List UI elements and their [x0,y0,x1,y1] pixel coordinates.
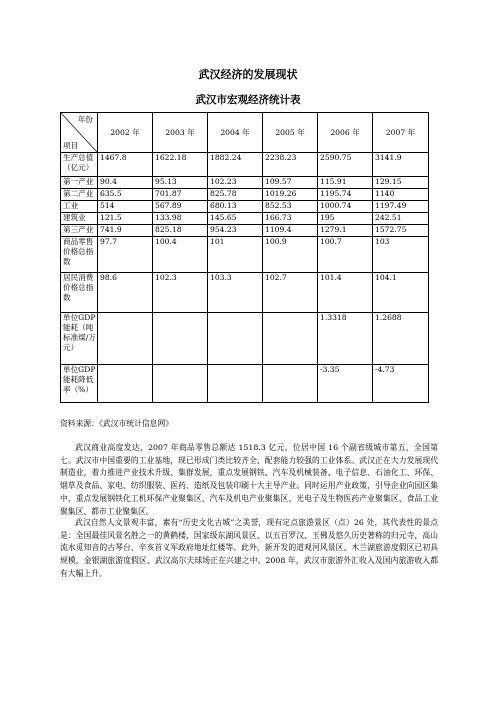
table-cell: 133.98 [153,213,208,225]
table-cell: 1109.4 [263,225,318,237]
table-cell: 1.3318 [318,313,373,365]
row-label: 第三产业 [61,225,98,237]
table-cell: 1572.75 [373,225,429,237]
table-cell: 1882.24 [208,153,263,177]
table-cell: 104.1 [373,273,429,313]
table-cell [98,313,153,365]
table-cell: 129.15 [373,177,429,189]
row-label: 居民消费价格总指数 [61,273,98,313]
table-row [61,201,429,213]
table-cell: -4.73 [373,365,429,403]
table-cell: 1019.26 [263,189,318,201]
table-cell [263,365,318,403]
table-cell: 109.57 [263,177,318,189]
table-cell: 2238.23 [263,153,318,177]
table-cell: 95.13 [153,177,208,189]
table-cell: 1195.74 [318,189,373,201]
row-label: 单位GDP能耗（吨标准煤/万元） [61,313,98,365]
table-cell: 1000.74 [318,201,373,213]
table-cell: 102.7 [263,273,318,313]
row-label: 单位GDP能耗降低率（%） [61,365,98,403]
document-title: 武汉经济的发展现状 [198,68,298,81]
table-cell [98,365,153,403]
table-cell: 1.2688 [373,313,429,365]
table-cell: 1622.18 [153,153,208,177]
table-row [61,213,429,225]
table-cell: 195 [318,213,373,225]
table-cell [153,365,208,403]
table-cell: 514 [98,201,153,213]
statistics-table [60,112,429,403]
table-row [61,365,429,403]
table-cell: 101 [208,237,263,273]
table-cell: 102.3 [153,273,208,313]
data-source-note: 资料来源：《武汉市统计信息网》 [60,419,174,428]
table-row [61,189,429,201]
row-label: 第一产业 [61,177,98,189]
table-cell [263,313,318,365]
table-cell: 90.4 [98,177,153,189]
table-cell: 100.9 [263,237,318,273]
table-corner-cell [61,113,98,153]
table-row [61,313,429,365]
year-header: 2007 年 [373,113,429,153]
table-title: 武汉市宏观经济统计表 [195,94,301,106]
table-cell: 115.91 [318,177,373,189]
table-header-row [61,113,429,153]
paragraph-tourism: 武汉自然人文景观丰富，素有“历史文化古城”之美誉，现有定点旅游景区（点）26 处，其代表性的景点是：全国最佳风景名胜之一的黄鹤楼，国家级东湖风景区，以五百罗汉、玉佛及悠久历史著称的归元寺，高山流水觅知音的古琴台、辛亥首义军政府地址红楼等。此外，新开发的道观河风景区、木兰湖旅游度假区已初具规模，金银湖旅游度假区、武汉高尔夫球场正在兴建之中。2008 年，武汉市旅游外汇收入及国内旅游收入都有大幅上升。 [60,518,438,578]
table-cell: 567.89 [153,201,208,213]
table-cell: 635.5 [98,189,153,201]
year-header: 2004 年 [208,113,263,153]
row-label: 商品零售价格总指数 [61,237,98,273]
table-cell: 103 [373,237,429,273]
corner-year-label: 年份 [77,115,93,124]
table-cell: 242.51 [373,213,429,225]
year-header: 2002 年 [98,113,153,153]
table-cell: 145.65 [208,213,263,225]
table-cell: 1279.1 [318,225,373,237]
table-cell: 2590.75 [318,153,373,177]
year-header: 2006 年 [318,113,373,153]
table-cell: 825.18 [153,225,208,237]
table-cell: 100.4 [153,237,208,273]
table-cell: 102.23 [208,177,263,189]
table-cell [153,313,208,365]
row-label: 建筑业 [61,213,98,225]
table-cell: 1197.49 [373,201,429,213]
table-row [61,237,429,273]
row-label: 第二产业 [61,189,98,201]
table-cell: 954.23 [208,225,263,237]
table-cell: 101.4 [318,273,373,313]
year-header: 2003 年 [153,113,208,153]
table-cell: 825.78 [208,189,263,201]
table-cell: 166.73 [263,213,318,225]
table-cell: 852.53 [263,201,318,213]
table-cell: 3141.9 [373,153,429,177]
corner-item-label: 项目 [63,141,79,150]
row-label: 工业 [61,201,98,213]
table-cell [208,365,263,403]
table-row [61,225,429,237]
row-label: 生产总值（亿元） [61,153,98,177]
table-cell: -3.35 [318,365,373,403]
table-cell: 1467.8 [98,153,153,177]
paragraph-commerce-industry: 武汉商业高度发达，2007 年商品零售总额达 1518.3 亿元，位居中国 16 个副省级城市第五，全国第七。武汉市中国重要的工业基地，现已形成门类比较齐全、配套能力较强的工业体系。武汉正在大力发展现代制造业，着力推进产业技术升级、集群发展，重点发展钢铁、汽车及机械装备、电子信息、石油化工、环保、烟草及食品、家电、纺织服装、医药、造纸及包装印刷十大主导产业。同时运用产业政策，引导企业向园区集中，重点发展钢铁化工机环保产业聚集区、汽车及机电产业聚集区、光电子及生物医药产业聚集区、食品工业聚集区、都市工业聚集区。 [60,443,438,516]
table-cell: 701.87 [153,189,208,201]
table-row [61,177,429,189]
table-cell: 741.9 [98,225,153,237]
table-cell: 100.7 [318,237,373,273]
year-header: 2005 年 [263,113,318,153]
table-cell: 98.6 [98,273,153,313]
table-cell: 97.7 [98,237,153,273]
table-cell: 680.13 [208,201,263,213]
table-cell [208,313,263,365]
table-row [61,273,429,313]
table-cell: 103.3 [208,273,263,313]
table-cell: 121.5 [98,213,153,225]
table-row [61,153,429,177]
table-cell: 1140 [373,189,429,201]
